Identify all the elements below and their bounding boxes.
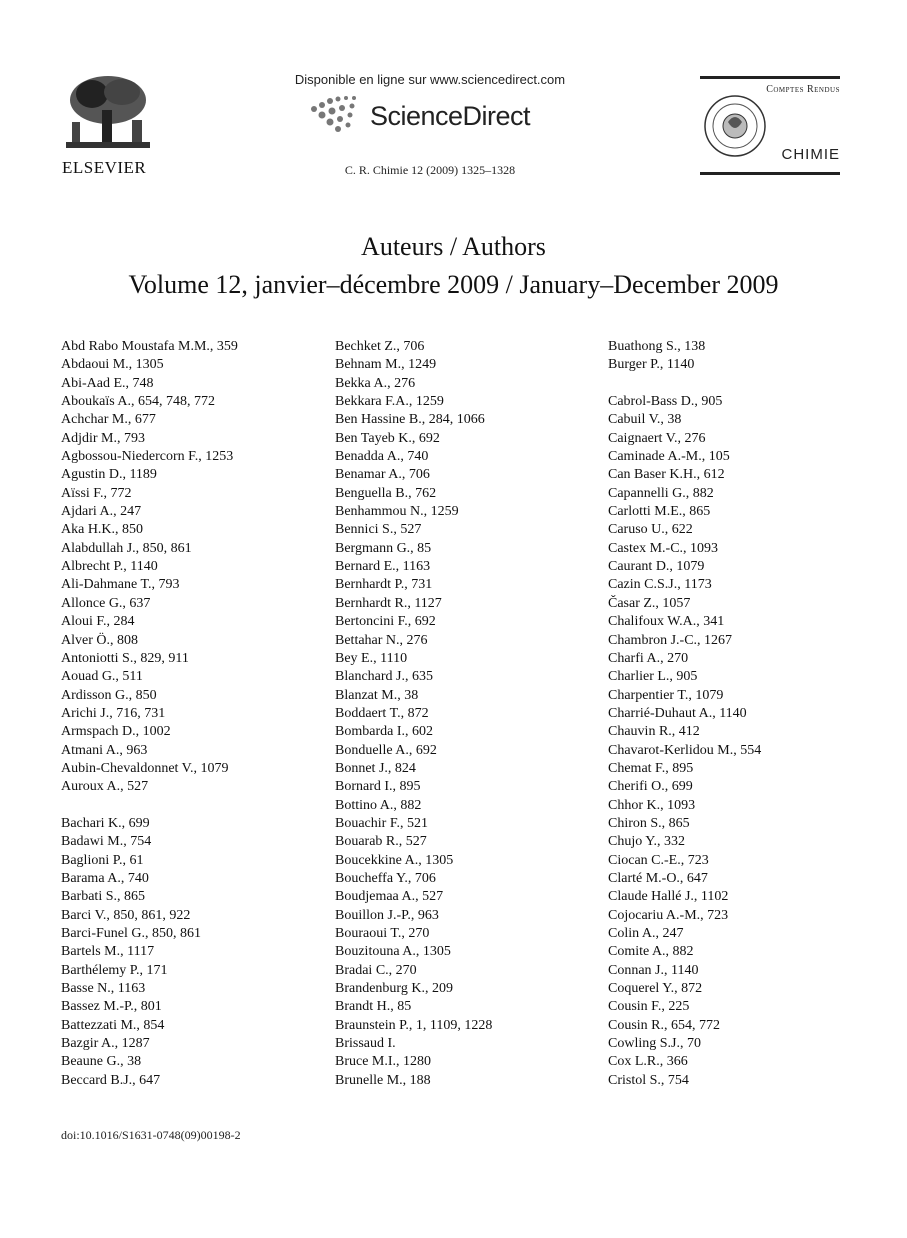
letter-group-gap bbox=[608, 375, 761, 393]
author-entry: Agustin D., 1189 bbox=[61, 467, 157, 483]
comptes-rendus-logo bbox=[700, 76, 840, 176]
author-entry: Benadda A., 740 bbox=[335, 449, 429, 465]
journal-section-label: CHIMIE bbox=[781, 146, 840, 163]
author-entry: Bertoncini F., 692 bbox=[335, 614, 436, 630]
author-entry: Cabrol-Bass D., 905 bbox=[608, 394, 723, 410]
author-entry: Abdaoui M., 1305 bbox=[61, 357, 164, 373]
author-entry: Boucheffa Y., 706 bbox=[335, 870, 436, 886]
author-entry: Armspach D., 1002 bbox=[61, 724, 171, 740]
author-entry: Badawi M., 754 bbox=[61, 834, 152, 850]
author-entry: Bey E., 1110 bbox=[335, 650, 408, 666]
author-entry: Aubin-Chevaldonnet V., 1079 bbox=[61, 760, 229, 776]
author-entry: Charrié-Duhaut A., 1140 bbox=[608, 705, 747, 721]
author-entry: Bouzitouna A., 1305 bbox=[335, 944, 451, 960]
author-entry: Bombarda I., 602 bbox=[335, 724, 433, 740]
author-entry: Boudjemaa A., 527 bbox=[335, 889, 444, 905]
author-entry: Bazgir A., 1287 bbox=[61, 1036, 150, 1052]
author-entry: Cowling S.J., 70 bbox=[608, 1036, 701, 1052]
author-entry: Bernard E., 1163 bbox=[335, 559, 431, 575]
author-entry: Blanchard J., 635 bbox=[335, 669, 433, 685]
author-entry: Bettahar N., 276 bbox=[335, 632, 428, 648]
author-entry: Capannelli G., 882 bbox=[608, 485, 714, 501]
author-entry: Bouraoui T., 270 bbox=[335, 926, 430, 941]
author-entry: Bernhardt P., 731 bbox=[335, 577, 433, 593]
author-column-2 bbox=[335, 338, 492, 1090]
author-entry: Bekkara F.A., 1259 bbox=[335, 394, 444, 410]
author-entry: Buathong S., 138 bbox=[608, 339, 706, 354]
author-entry: Bouarab R., 527 bbox=[335, 834, 427, 850]
author-entry: Benhammou N., 1259 bbox=[335, 504, 459, 520]
author-entry: Charfi A., 270 bbox=[608, 650, 689, 666]
author-entry: Behnam M., 1249 bbox=[335, 357, 437, 373]
author-entry: Agbossou-Niedercorn F., 1253 bbox=[61, 449, 234, 465]
author-entry: Aïssi F., 772 bbox=[61, 485, 132, 501]
author-entry: Benamar A., 706 bbox=[335, 467, 430, 483]
author-entry: Barci V., 850, 861, 922 bbox=[61, 907, 191, 923]
journal-citation: C. R. Chimie 12 (2009) 1325–1328 bbox=[344, 163, 516, 177]
author-entry: Abd Rabo Moustafa M.M., 359 bbox=[61, 339, 238, 354]
author-entry: Bradai C., 270 bbox=[335, 962, 417, 978]
author-entry: Bonnet J., 824 bbox=[335, 760, 416, 776]
author-entry: Ben Tayeb K., 692 bbox=[335, 430, 440, 446]
author-entry: Chambron J.-C., 1267 bbox=[608, 632, 733, 648]
author-entry: Bottino A., 882 bbox=[335, 797, 422, 813]
author-entry: Bouachir F., 521 bbox=[335, 815, 428, 831]
author-entry: Cabuil V., 38 bbox=[608, 412, 682, 428]
author-entry: Auroux A., 527 bbox=[61, 779, 149, 795]
author-entry: Abi-Aad E., 748 bbox=[61, 375, 154, 391]
author-entry: Brandt H., 85 bbox=[335, 999, 412, 1015]
title-line-1: Auteurs / Authors bbox=[361, 232, 546, 261]
author-entry: Aboukaïs A., 654, 748, 772 bbox=[61, 394, 215, 410]
author-entry: Can Baser K.H., 612 bbox=[608, 467, 725, 483]
author-entry: Bornard I., 895 bbox=[335, 779, 421, 795]
author-entry: Adjdir M., 793 bbox=[61, 430, 145, 446]
availability-text: Disponible en ligne sur www.sciencedirect.com bbox=[294, 72, 566, 87]
author-entry: Bernhardt R., 1127 bbox=[335, 595, 442, 611]
author-entry: Bassez M.-P., 801 bbox=[61, 999, 162, 1015]
academy-seal-icon bbox=[702, 86, 768, 166]
author-entry: Barbati S., 865 bbox=[61, 889, 145, 905]
author-entry: Achchar M., 677 bbox=[61, 412, 156, 428]
author-entry: Caruso U., 622 bbox=[608, 522, 693, 538]
author-entry: Connan J., 1140 bbox=[608, 962, 699, 978]
title-line-2: Volume 12, janvier–décembre 2009 / January–December 2009 bbox=[128, 270, 779, 299]
author-entry: Cherifi O., 699 bbox=[608, 779, 693, 795]
author-entry: Aouad G., 511 bbox=[61, 669, 143, 685]
author-entry: Bruce M.I., 1280 bbox=[335, 1054, 432, 1070]
author-entry: Caurant D., 1079 bbox=[608, 559, 705, 575]
author-entry: Ciocan C.-E., 723 bbox=[608, 852, 709, 868]
elsevier-wordmark: ELSEVIER bbox=[62, 158, 147, 177]
author-entry: Brunelle M., 188 bbox=[335, 1072, 431, 1088]
author-entry: Alabdullah J., 850, 861 bbox=[61, 540, 192, 556]
author-entry: Carlotti M.E., 865 bbox=[608, 504, 711, 520]
author-entry: Barci-Funel G., 850, 861 bbox=[61, 926, 201, 941]
index-title bbox=[0, 228, 907, 304]
author-entry: Charpentier T., 1079 bbox=[608, 687, 724, 703]
elsevier-tree-icon bbox=[62, 72, 154, 152]
author-column-3 bbox=[608, 338, 761, 1090]
elsevier-logo bbox=[58, 72, 158, 182]
author-entry: Atmani A., 963 bbox=[61, 742, 148, 758]
author-entry: Beccard B.J., 647 bbox=[61, 1072, 161, 1088]
author-entry: Bechket Z., 706 bbox=[335, 339, 425, 354]
doi-footer: doi:10.1016/S1631-0748(09)00198-2 bbox=[61, 1128, 241, 1142]
author-entry: Aka H.K., 850 bbox=[61, 522, 144, 538]
author-entry: Chauvin R., 412 bbox=[608, 724, 700, 740]
author-entry: Chiron S., 865 bbox=[608, 815, 690, 831]
author-entry: Burger P., 1140 bbox=[608, 357, 695, 373]
author-entry: Cristol S., 754 bbox=[608, 1072, 689, 1088]
author-entry: Benguella B., 762 bbox=[335, 485, 437, 501]
author-entry: Claude Hallé J., 1102 bbox=[608, 889, 729, 905]
author-entry: Cazin C.S.J., 1173 bbox=[608, 577, 712, 593]
author-entry: Chemat F., 895 bbox=[608, 760, 694, 776]
author-entry: Clarté M.-O., 647 bbox=[608, 870, 708, 886]
author-entry: Brissaud I. bbox=[335, 1036, 396, 1052]
author-entry: Ali-Dahmane T., 793 bbox=[61, 577, 180, 593]
author-entry: Cousin F., 225 bbox=[608, 999, 690, 1015]
author-entry: Bekka A., 276 bbox=[335, 375, 416, 391]
author-entry: Chalifoux W.A., 341 bbox=[608, 614, 725, 630]
author-entry: Bonduelle A., 692 bbox=[335, 742, 437, 758]
journal-top-label: Comptes Rendus bbox=[766, 84, 840, 95]
author-entry: Chujo Y., 332 bbox=[608, 834, 686, 850]
author-entry: Arichi J., 716, 731 bbox=[61, 705, 166, 721]
sciencedirect-dots-icon bbox=[308, 95, 372, 135]
author-entry: Charlier L., 905 bbox=[608, 669, 698, 685]
author-entry: Bouillon J.-P., 963 bbox=[335, 907, 439, 923]
author-entry: Antoniotti S., 829, 911 bbox=[61, 650, 189, 666]
letter-group-gap bbox=[61, 797, 238, 815]
author-entry: Braunstein P., 1, 1109, 1228 bbox=[335, 1017, 493, 1033]
author-entry: Ben Hassine B., 284, 1066 bbox=[335, 412, 485, 428]
author-entry: Bergmann G., 85 bbox=[335, 540, 432, 556]
author-entry: Bennici S., 527 bbox=[335, 522, 422, 538]
author-entry: Albrecht P., 1140 bbox=[61, 559, 158, 575]
author-entry: Cox L.R., 366 bbox=[608, 1054, 688, 1070]
author-entry: Beaune G., 38 bbox=[61, 1054, 142, 1070]
author-column-1 bbox=[61, 338, 238, 1090]
author-entry: Brandenburg K., 209 bbox=[335, 981, 453, 997]
author-entry: Bartels M., 1117 bbox=[61, 944, 155, 960]
author-entry: Barthélemy P., 171 bbox=[61, 962, 168, 978]
logo-rule-bottom bbox=[700, 172, 840, 175]
author-entry: Cousin R., 654, 772 bbox=[608, 1017, 721, 1033]
author-entry: Allonce G., 637 bbox=[61, 595, 151, 611]
author-entry: Caminade A.-M., 105 bbox=[608, 449, 730, 465]
author-entry: Chavarot-Kerlidou M., 554 bbox=[608, 742, 762, 758]
author-entry: Aloui F., 284 bbox=[61, 614, 135, 630]
author-entry: Časar Z., 1057 bbox=[608, 595, 691, 611]
author-entry: Boucekkine A., 1305 bbox=[335, 852, 454, 868]
author-entry: Bachari K., 699 bbox=[61, 815, 150, 831]
author-entry: Baglioni P., 61 bbox=[61, 852, 144, 868]
author-entry: Comite A., 882 bbox=[608, 944, 694, 960]
author-entry: Boddaert T., 872 bbox=[335, 705, 429, 721]
author-entry: Colin A., 247 bbox=[608, 926, 684, 941]
author-entry: Castex M.-C., 1093 bbox=[608, 540, 719, 556]
sciencedirect-wordmark: ScienceDirect bbox=[370, 101, 531, 131]
author-entry: Alver Ö., 808 bbox=[61, 632, 138, 648]
author-entry: Chhor K., 1093 bbox=[608, 797, 696, 813]
author-entry: Battezzati M., 854 bbox=[61, 1017, 165, 1033]
author-entry: Ajdari A., 247 bbox=[61, 504, 142, 520]
author-entry: Coquerel Y., 872 bbox=[608, 981, 703, 997]
logo-rule-top bbox=[700, 76, 840, 79]
author-entry: Barama A., 740 bbox=[61, 870, 149, 886]
author-entry: Basse N., 1163 bbox=[61, 981, 146, 997]
sciencedirect-block bbox=[270, 72, 590, 139]
sciencedirect-logo bbox=[270, 95, 590, 139]
author-entry: Blanzat M., 38 bbox=[335, 687, 419, 703]
author-entry: Ardisson G., 850 bbox=[61, 687, 157, 703]
page-header bbox=[0, 0, 907, 200]
author-entry: Cojocariu A.-M., 723 bbox=[608, 907, 729, 923]
author-entry: Caignaert V., 276 bbox=[608, 430, 706, 446]
